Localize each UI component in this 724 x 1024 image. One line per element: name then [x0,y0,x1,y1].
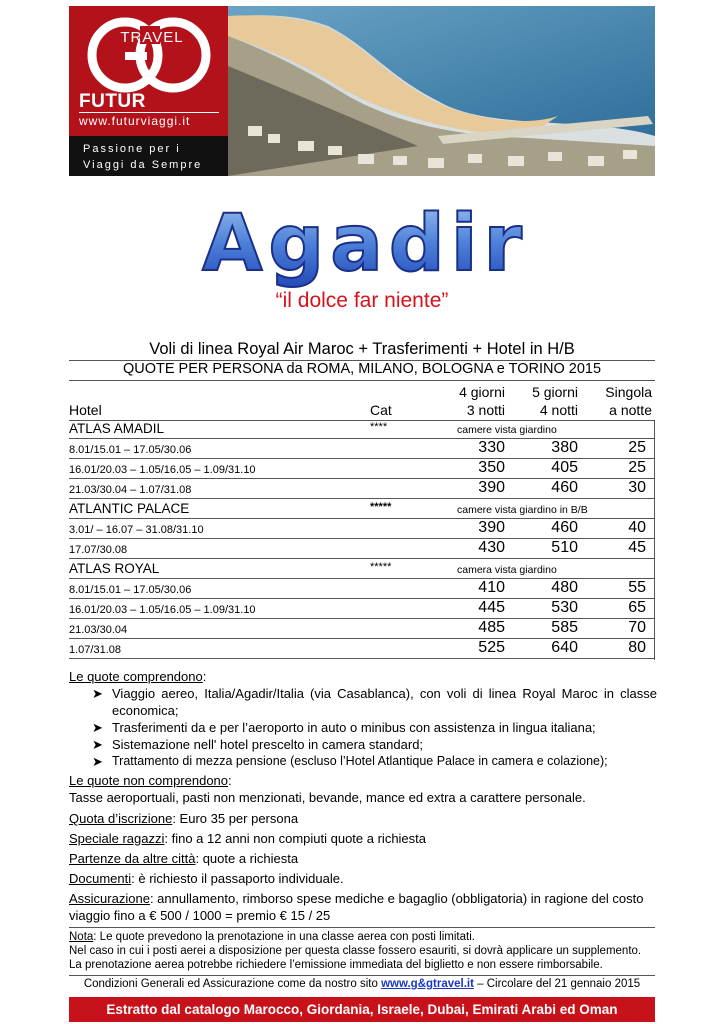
price-5-giorni: 460 [551,479,578,496]
includes-heading: Le quote comprendono: [69,669,207,684]
divider [69,975,655,976]
company-logo [69,6,228,136]
excludes-heading: Le quote non comprendono: [69,773,232,788]
logo-underline [79,112,219,113]
price-4-giorni: 390 [478,519,505,536]
table-row [69,459,655,479]
price-5-giorni: 530 [551,599,578,616]
hotel-name: ATLANTIC PALACE [69,501,190,516]
arrow-bullet-icon: ➤ [92,754,103,769]
period: 3.01/ – 16.07 – 31.08/31.10 [69,524,204,536]
hotel-room-note: camere vista giardino [457,424,557,436]
nota-line-3: La prenotazione aerea potrebbe richiedere l’emissione immediata del biglietto e non essere rimborsabile. [69,959,603,971]
hotel-atlas-amadil [69,421,655,438]
price-singola: 30 [628,479,646,496]
price-singola: 65 [628,599,646,616]
footer-pre: Condizioni Generali ed Assicurazione come da nostro sito [83,978,382,990]
col-5-giorni: 5 giorni [532,384,578,400]
price-4-giorni: 485 [478,619,505,636]
hotel-stars: ***** [370,561,392,573]
price-singola: 80 [628,639,646,656]
price-singola: 45 [628,539,646,556]
price-4-giorni: 445 [478,599,505,616]
hotel-room-note: camere vista giardino in B/B [457,504,588,516]
ragazzi-line [69,830,659,847]
footer-post: – Circolare del 21 gennaio 2015 [473,978,641,990]
assicurazione-label: Assicurazione [69,891,150,906]
tagline-line-1: Passione per i [83,143,181,155]
documenti-label: Documenti [69,871,132,886]
hotel-name: ATLAS AMADIL [69,421,165,436]
logo-website: www.futurviaggi.it [79,114,191,128]
tagline-line-2: Viaggi da Sempre [83,159,203,171]
excludes-text: Tasse aeroportuali, pasti non menzionati, bevande, mance ed extra a carattere personale. [69,790,586,805]
price-5-giorni: 480 [551,579,578,596]
nota-label: Nota [69,931,94,943]
quota-text: : Euro 35 per persona [172,811,299,826]
list-item-text: Sistemazione nell' hotel prescelto in camera standard; [112,737,424,752]
divider [69,380,655,381]
documenti-text: : è richiesto il passaporto individuale. [131,871,344,886]
price-singola: 40 [628,519,646,536]
price-4-giorni: 390 [478,479,505,496]
price-5-giorni: 640 [551,639,578,656]
prices-heading: QUOTE PER PERSONA da ROMA, MILANO, BOLOGNA e TORINO 2015 [122,361,602,377]
list-item-text: Trasferimenti da e per l’aeroporto in auto o minibus con assistenza in lingua italiana; [112,720,596,735]
col-cat: Cat [370,402,392,418]
period: 8.01/15.01 – 17.05/30.06 [69,444,192,456]
hotel-atlas-royal [69,561,655,578]
table-row [69,599,655,619]
price-singola: 70 [628,619,646,636]
col-3-notti: 3 notti [466,402,505,418]
table-row [69,439,655,459]
logo-futur-text: FUTUR [79,91,146,112]
quota-line [69,810,659,827]
table-row [69,539,655,559]
nota-text: : Le quote prevedono la prenotazione in una classe aerea con posti limitati. [93,931,475,943]
col-hotel: Hotel [69,402,102,418]
price-5-giorni: 510 [551,539,578,556]
agadir-beach-photo [228,6,655,176]
price-5-giorni: 460 [551,519,578,536]
nota-line-2: Nel caso in cui i posti aerei a disposizione per questa classe fossero esauriti, si dovrà applicare un supplemento. [69,945,642,957]
tagline-box [69,136,228,176]
col-a-notte: a notte [609,402,652,418]
subtitle: “il dolce far niente” [275,289,449,312]
agadir-title-wordart [155,198,575,298]
catalog-footer-bar: Estratto dal catalogo Marocco, Giordania, Israele, Dubai, Emirati Arabi ed Oman [69,997,655,1022]
hotel-atlantic-palace [69,501,655,518]
table-row [69,619,655,639]
price-5-giorni: 585 [551,619,578,636]
price-4-giorni: 525 [478,639,505,656]
period: 21.03/30.04 [69,624,128,636]
price-5-giorni: 405 [551,459,578,476]
price-4-giorni: 410 [478,579,505,596]
website-link[interactable]: www.g&gtravel.it [381,978,474,990]
price-5-giorni: 380 [551,439,578,456]
footer-conditions [69,978,655,990]
hotel-name: ATLAS ROYAL [69,561,160,576]
col-4-notti: 4 notti [539,402,578,418]
price-4-giorni: 430 [478,539,505,556]
price-4-giorni: 350 [478,459,505,476]
period: 16.01/20.03 – 1.05/16.05 – 1.09/31.10 [69,464,256,476]
assicurazione-text: : annullamento, rimborso spese mediche e bagaglio (obbligatoria) in ragione del costo [149,891,644,906]
nota-line [69,930,655,945]
list-item-text: Trattamento di mezza pensione (escluso l’Hotel Atlantique Palace in camera e colazione); [112,754,608,768]
ragazzi-label: Speciale ragazzi [69,831,165,846]
period: 17.07/30.08 [69,544,128,556]
logo-travel-text: TRAVEL [120,29,184,46]
assicurazione-line-2: viaggio fino a € 500 / 1000 = premio € 15 / 25 [69,908,331,923]
offer-heading: Voli di linea Royal Air Maroc + Trasferimenti + Hotel in H/B [149,340,575,358]
header-banner [69,6,655,176]
excludes-label: Le quote non comprendono [69,773,229,788]
documenti-line [69,870,659,887]
hotel-stars: ***** [370,501,392,513]
partenze-text: : quote a richiesta [195,851,299,866]
ragazzi-text: : fino a 12 anni non compiuti quote a richiesta [164,831,427,846]
col-4-giorni: 4 giorni [459,384,505,400]
quota-label: Quota d’iscrizione [69,811,173,826]
arrow-bullet-icon: ➤ [92,720,103,735]
period: 16.01/20.03 – 1.05/16.05 – 1.09/31.10 [69,604,256,616]
go-logo-mark [85,12,213,98]
list-item-text: Viaggio aereo, Italia/Agadir/Italia (via Casablanca), con voli di linea Royal Maroc in classe economica; [112,686,657,718]
hotel-room-note: camera vista giardino [457,564,557,576]
price-singola: 55 [628,579,646,596]
hotel-stars: **** [370,421,388,433]
arrow-bullet-icon: ➤ [92,737,103,752]
table-row [69,639,655,659]
partenze-label: Partenze da altre città [69,851,196,866]
partenze-line [69,850,659,867]
divider [69,927,655,928]
arrow-bullet-icon: ➤ [92,686,103,701]
table-row [69,519,655,539]
title-text: Agadir [202,199,528,289]
assicurazione-line [69,890,659,907]
period: 1.07/31.08 [69,644,121,656]
table-row [69,479,655,499]
period: 21.03/30.04 – 1.07/31.08 [69,484,192,496]
price-table-header [69,382,655,420]
price-singola: 25 [628,459,646,476]
includes-label: Le quote comprendono [69,669,203,684]
period: 8.01/15.01 – 17.05/30.06 [69,584,192,596]
price-singola: 25 [628,439,646,456]
price-4-giorni: 330 [478,439,505,456]
col-singola: Singola [605,384,652,400]
table-row [69,579,655,599]
